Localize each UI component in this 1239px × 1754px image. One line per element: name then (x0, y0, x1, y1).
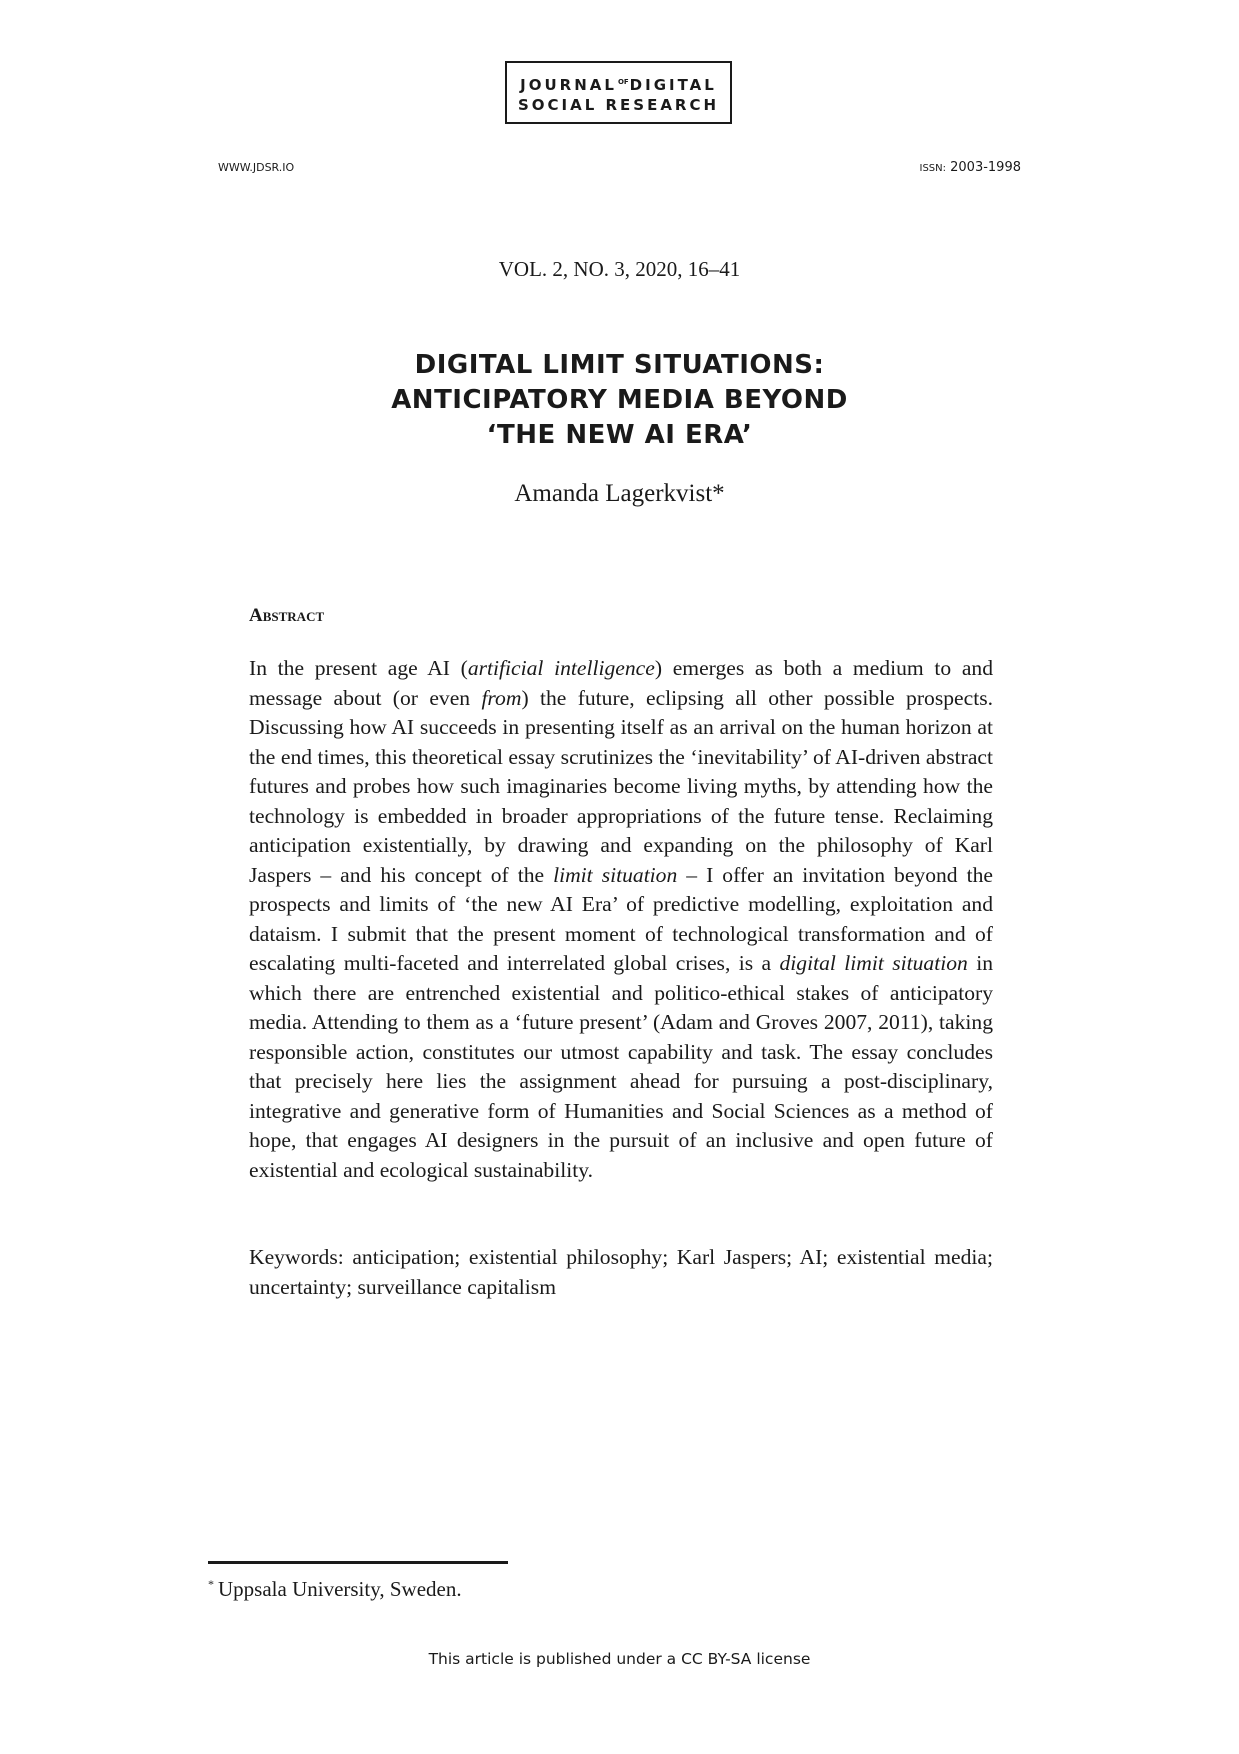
abstract-text: In the present age AI (artificial intelligence) emerges as both a medium to and message about (or even from) the future, eclipsing all other possible prospects. Discussing how AI succeeds in presenting itself as an arrival on the human horizon at the end times, this theoretical essay scrutinizes the ‘inevitability’ of AI-driven abstract futures and probes how such imaginaries become living myths, by attending how the technology is embedded in broader appropriations of the future tense. Reclaiming anticipation existentially, by drawing and expanding on the philosophy of Karl Jaspers – and his concept of the limit situation – I offer an invitation beyond the prospects and limits of ‘the new AI Era’ of predictive modelling, exploitation and dataism. I submit that the present moment of technological transformation and of escalating multi-faceted and interrelated global crises, is a digital limit situation in which there are entrenched existential and politico-ethical stakes of anticipatory media. Attending to them as a ‘future present’ (Adam and Groves 2007, 2011), taking responsible action, constitutes our utmost capability and task. The essay concludes that precisely here lies the assignment ahead for pursuing a post-disciplinary, integrative and generative form of Humanities and Social Sciences as a method of hope, that engages AI designers in the pursuit of an inclusive and open future of existential and ecological sustainability. (249, 656, 993, 1182)
logo-word-journal: JOURNAL (520, 76, 617, 94)
website-link[interactable]: WWW.JDSR.IO (218, 161, 295, 174)
title-line-1: DIGITAL LIMIT SITUATIONS: (414, 350, 825, 380)
issn (920, 160, 1022, 175)
logo-word-of: OF (617, 78, 629, 86)
logo-line-2: SOCIAL RESEARCH (517, 96, 720, 114)
title-line-2: ANTICIPATORY MEDIA BEYOND (391, 385, 848, 415)
issn-value: 2003-1998 (950, 160, 1021, 175)
abstract-heading: Abstract (249, 605, 325, 626)
footnote-text: Uppsala University, Sweden. (218, 1577, 462, 1601)
footnote-divider (208, 1561, 508, 1564)
logo-word-digital: DIGITAL (629, 76, 717, 94)
keywords: Keywords: anticipation; existential philosophy; Karl Jaspers; AI; existential media; uncertainty; surveillance capitalism (249, 1245, 993, 1299)
journal-logo (505, 61, 732, 124)
license-notice: This article is published under a CC BY-SA license (428, 1650, 811, 1668)
author-name: Amanda Lagerkvist* (514, 480, 725, 507)
article-title (0, 348, 1239, 453)
footnote (208, 1577, 462, 1602)
issn-label: ISSN: (919, 163, 946, 174)
title-line-3: ‘THE NEW AI ERA’ (486, 420, 753, 450)
footnote-marker: * (208, 1577, 214, 1591)
logo-line-1 (507, 72, 730, 95)
volume-info: VOL. 2, NO. 3, 2020, 16–41 (498, 257, 741, 281)
